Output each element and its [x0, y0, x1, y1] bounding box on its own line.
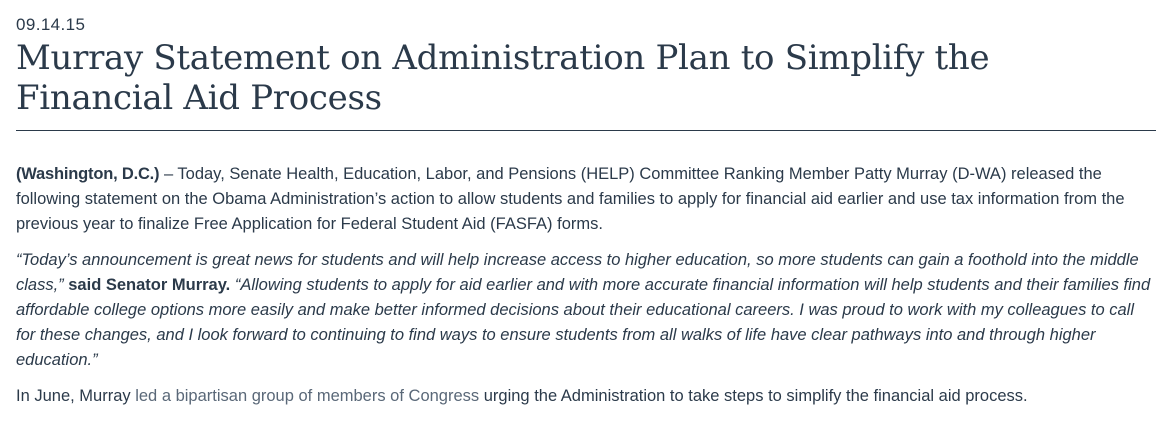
paragraph-closing — [16, 384, 1156, 409]
page-title: Murray Statement on Administration Plan to Simplify the Financial Aid Process — [16, 38, 990, 118]
release-date: 09.14.15 — [16, 15, 86, 34]
quote-end: “Allowing students to apply for aid earlier and with more accurate financial information will help students and their families find affordable college options more easily and make better informed decisions about their educational careers. I was proud to work with my colleagues to call for these changes, and I look forward to continuing to find ways to ensure students from all walks of life have clear pathways into and through higher education.” — [16, 276, 1151, 369]
quote-attribution: said Senator Murray. — [63, 276, 235, 294]
dateline: (Washington, D.C.) — [16, 165, 160, 183]
intro-text: – Today, Senate Health, Education, Labor, and Pensions (HELP) Committee Ranking Member Patty Murray (D-WA) released the following statement on the Obama Administration’s action to allow students and families to apply for financial aid earlier and use tax information from the previous year to finalize Free Application for Federal Student Aid (FASFA) forms. — [16, 165, 1125, 233]
paragraph-quote — [16, 248, 1156, 373]
title-divider — [16, 130, 1156, 131]
quote-start: “Today’s announcement is great news for students and will help increase access to higher education, so more students can gain a foothold into the middle class,” — [16, 251, 1139, 294]
closing-text-after: urging the Administration to take steps to simplify the financial aid process. — [479, 387, 1028, 405]
closing-text-before: In June, Murray — [16, 387, 136, 405]
bipartisan-letter-link[interactable]: led a bipartisan group of members of Congress — [135, 387, 480, 405]
paragraph-intro — [16, 162, 1156, 237]
